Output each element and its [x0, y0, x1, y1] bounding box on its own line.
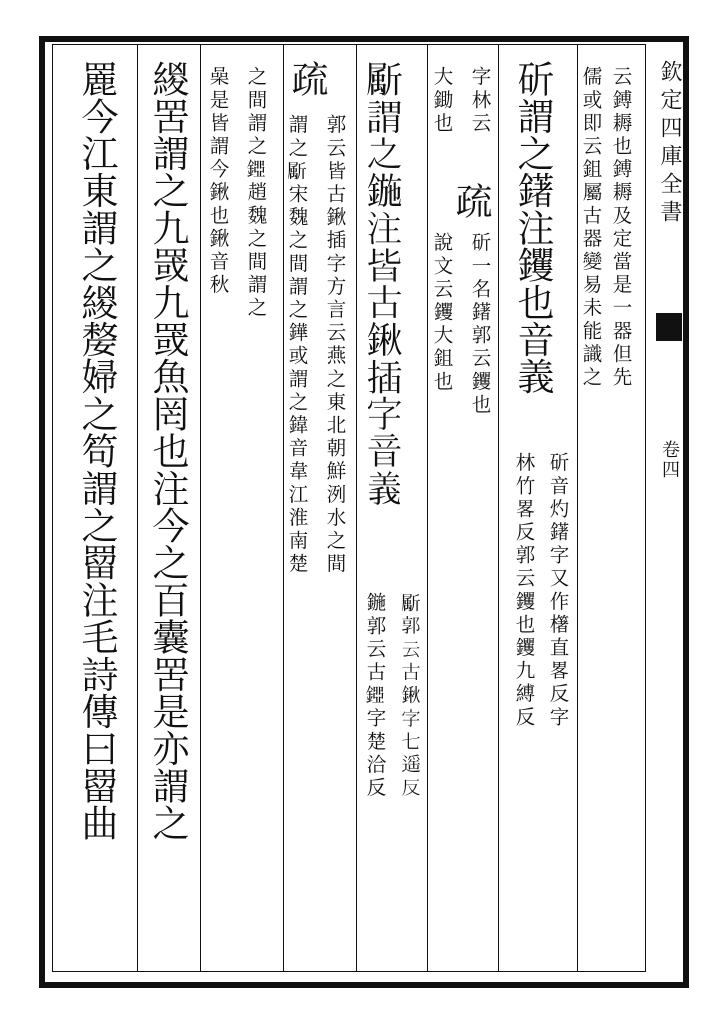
- column-rule: [577, 44, 578, 972]
- margin-juan-label: 卷四: [659, 440, 680, 480]
- text-column-4-note-c: 斫一名鐯郭云钁也: [468, 232, 492, 417]
- column-rule: [137, 44, 138, 972]
- column-rule: [498, 44, 499, 972]
- column-rule: [356, 44, 357, 972]
- margin-book-title: 欽定四庫全書: [657, 60, 682, 228]
- fishtail-mark: [656, 313, 682, 341]
- text-column-6-note-left: 謂之𣃁宋魏之間謂之鏵或謂之鍏音韋江淮南楚: [285, 114, 309, 576]
- text-column-2: 儒或即云鉏屬古器變易未能識之: [579, 66, 603, 390]
- text-column-9: 䍡今江東謂之緵嫠婦之笱謂之罶注毛詩傳曰罶曲: [75, 60, 118, 842]
- text-column-4-note-b: 大鋤也: [430, 66, 454, 136]
- text-column-4-note-a: 字林云: [468, 66, 492, 136]
- text-column-8: 緵罟謂之九罭九罭魚罔也注今之百囊罟是亦謂之: [146, 60, 189, 842]
- column-rule: [283, 44, 284, 972]
- text-column-1: 云鎛耨也鎛耨及定當是一器但先: [609, 66, 633, 390]
- text-column-7-note-left: 喿是皆謂今鍬也鍬音秋: [206, 66, 230, 297]
- text-column-5-note-left: 鍦郭云古𨪐字楚洽反: [363, 592, 387, 800]
- text-column-6-note-right: 郭云皆古鍬插字方言云燕之東北朝鮮洌水之間: [323, 114, 347, 576]
- text-column-3-note-right: 斫音灼鐯字又作櫡直畧反字: [546, 452, 570, 730]
- text-column-3-main: 斫謂之鐯注钁也音義: [511, 60, 554, 395]
- text-column-7-note-right: 之間謂之𨪐趙魏之間謂之: [244, 66, 268, 321]
- text-column-4-note-d: 說文云钁大鉏也: [430, 232, 454, 394]
- text-column-6-shu: 疏: [285, 60, 328, 98]
- column-rule: [427, 44, 428, 972]
- column-rule: [200, 44, 201, 972]
- text-column-5-main: 𣃁謂之鍦注皆古鍬插字音義: [362, 60, 405, 507]
- text-column-5-note-right: 𣃁郭云古鍬字七遥反: [399, 592, 423, 800]
- text-column-3-note-left: 林竹畧反郭云钁也钁九縛反: [512, 452, 536, 730]
- text-column-4-shu: 疏: [449, 182, 492, 220]
